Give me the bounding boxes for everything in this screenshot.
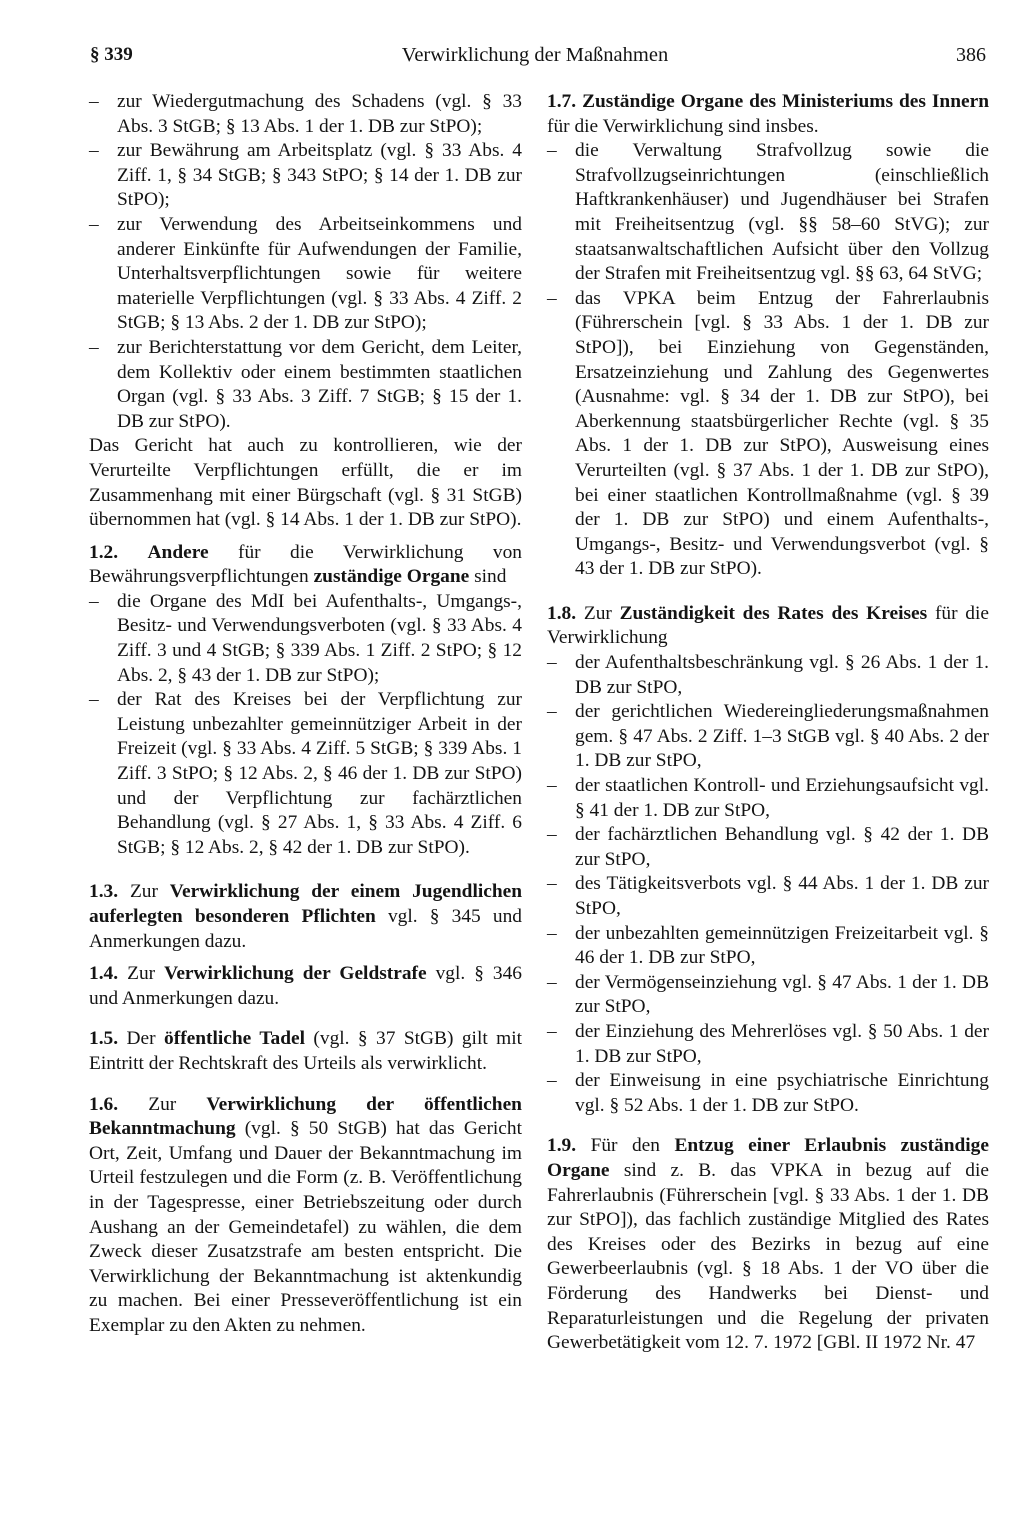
section-1-3: 1.3. Zur Verwirklichung der einem Jugendlichen auferlegten besonderen Pflichten vgl. § 345 und Anmerkungen dazu. <box>89 881 523 952</box>
list-item: – zur Wiedergutmachung des Schadens (vgl. § 33 Abs. 3 StGB; § 13 Abs. 1 der 1. DB zur StPO); <box>89 91 522 137</box>
list-item: – der Rat des Kreises bei der Verpflichtung zur Leistung unbezahlter gemeinnütziger Arbeit in der Freizeit (vgl. § 33 Abs. 4 Ziff. 5 StGB; § 339 Abs. 1 Ziff. 3 StPO; § 12 Abs. 2, § 46 der 1. DB zur StPO) und der Verpflichtung zur fachärztlichen Behandlung (vgl. § 27 Abs. 1, § 33 Abs. 4 Ziff. 6 StGB; § 12 Abs. 2, § 42 der 1. DB zur StPO). <box>89 689 522 858</box>
section-1-9: 1.9. Für den Entzug einer Erlaubnis zuständige Organe sind z. B. das VPKA in bezug auf die Fahrerlaubnis (Führerschein [vgl. § 33 Abs. 1 der 1. DB zur StPO]), das fachlich zuständige Mitglied des Rates des Kreises oder des Bezirks in bezug auf eine Gewerbeerlaubnis (vgl. § 18 Abs. 1 der VO über die Förderung des Handwerks bei Dienst- und Reparaturleistungen und die Regelung der privaten Gewerbetätigkeit vom 12. 7. 1972 [GBl. II 1972 Nr. 47 <box>547 1135 989 1354</box>
section-1-8: 1.8. Zur Zuständigkeit des Rates des Kreises für die Verwirklichung <box>547 602 989 649</box>
section-1-2: 1.2. Andere für die Verwirklichung von Bewährungsverpflichtungen zuständige Organe sind <box>89 541 522 588</box>
list-item: – die Verwaltung Strafvollzug sowie die Strafvollzugseinrichtungen (einschließlich Haftkrankenhäuser) und Jugendhäuser bei Strafen mit Freiheitsentzug (vgl. §§ 58–60 StVG); zur staatsanwaltschaftlichen Aufsicht über den Vollzug der Strafen mit Freiheitsentzug vgl. §§ 63, 64 StVG; <box>547 140 989 285</box>
section-1-5: 1.5. Der öffentliche Tadel (vgl. § 37 StGB) gilt mit Eintritt der Rechtskraft des Urteils als verwirklicht. <box>89 1028 522 1074</box>
section-marker: § 339 <box>90 44 133 65</box>
list-item: – der gerichtlichen Wiedereingliederungsmaßnahmen gem. § 47 Abs. 2 Ziff. 1–3 StGB vgl. § 40 Abs. 2 der 1. DB zur StPO, <box>547 701 989 772</box>
section-1-4: 1.4. Zur Verwirklichung der Geldstrafe vgl. § 346 und Anmerkungen dazu. <box>89 963 522 1009</box>
list-item: – der Vermögenseinziehung vgl. § 47 Abs. 1 der 1. DB zur StPO, <box>547 971 989 1018</box>
left-column <box>89 90 522 1339</box>
section-1-7: 1.7. Zuständige Organe des Ministeriums des Innern für die Verwirklichung sind insbes. <box>547 91 989 137</box>
right-column <box>547 90 989 1356</box>
list-item: – der Einweisung in eine psychiatrische Einrichtung vgl. § 52 Abs. 1 der 1. DB zur StPO. <box>547 1070 989 1116</box>
page-number: 386 <box>956 44 986 66</box>
list-item: – der staatlichen Kontroll- und Erziehungsaufsicht vgl. § 41 der 1. DB zur StPO, <box>547 775 989 821</box>
list-item: – des Tätigkeitsverbots vgl. § 44 Abs. 1 der 1. DB zur StPO, <box>547 873 989 919</box>
list-item: – zur Verwendung des Arbeitseinkommens und anderer Einkünfte für Aufwendungen der Familie, Unterhaltsverpflichtungen sowie für weitere materielle Verpflichtungen (vgl. § 33 Abs. 4 Ziff. 2 StGB; § 13 Abs. 2 der 1. DB zur StPO); <box>89 213 522 334</box>
running-title: Verwirklichung der Maßnahmen <box>401 44 669 66</box>
list-item: – die Organe des MdI bei Aufenthalts-, Umgangs-, Besitz- und Verwendungsverboten (vgl. § 33 Abs. 4 Ziff. 3 und 4 StGB; § 339 Abs. 1 Ziff. 2 StPO; § 12 Abs. 2, § 43 der 1. DB zur StPO); <box>89 590 522 686</box>
list-item: – zur Berichterstattung vor dem Gericht, dem Leiter, dem Kollektiv oder einem bestimmten staatlichen Organ (vgl. § 33 Abs. 3 Ziff. 7 StGB; § 15 der 1. DB zur StPO). <box>89 336 522 432</box>
list-item: – das VPKA beim Entzug der Fahrerlaubnis (Führerschein [vgl. § 33 Abs. 1 der 1. DB zur StPO]), bei Einziehung von Gegenständen, Ersatzeinziehung und Zahlung des Gegenwertes (Ausnahme: vgl. § 34 der 1. DB zur StPO), bei Aberkennung staatsbürgerlicher Rechte (vgl. § 35 Abs. 1 der 1. DB zur StPO), Ausweisung eines Verurteilten (vgl. § 37 Abs. 1 der 1. DB zur StPO), bei einer staatlichen Kontrollmaßnahme (vgl. § 39 der 1. DB zur StPO) und einem Aufenthalts-, Umgangs-, Besitz- und Verwendungsverbot (vgl. § 43 der 1. DB zur StPO). <box>547 287 989 580</box>
section-1-6: 1.6. Zur Verwirklichung der öffentlichen Bekanntmachung (vgl. § 50 StGB) hat das Gericht Ort, Zeit, Umfang und Dauer der Bekanntmachung im Urteil festzulegen und die Form (z. B. Veröffentlichung in der Tagespresse, einer Betriebszeitung oder durch Aushang an der Gemeindetafel) zu wählen, die dem Zweck dieser Zusatzstrafe am besten entspricht. Die Verwirklichung der Bekanntmachung ist aktenkundig zu machen. Bei einer Presseveröffentlichung ist ein Exemplar zu den Akten zu nehmen. <box>89 1093 522 1336</box>
list-item: – der Aufenthaltsbeschränkung vgl. § 26 Abs. 1 der 1. DB zur StPO, <box>547 652 989 698</box>
paragraph: Das Gericht hat auch zu kontrollieren, wie der Verurteilte Verpflichtungen erfüllt, die er im Zusammenhang mit einer Bürgschaft (vgl. § 31 StGB) übernommen hat (vgl. § 14 Abs. 1 der 1. DB zur StPO). <box>89 435 522 531</box>
list-item: – der fachärztlichen Behandlung vgl. § 42 der 1. DB zur StPO, <box>547 824 989 870</box>
list-item: – der Einziehung des Mehrerlöses vgl. § 50 Abs. 1 der 1. DB zur StPO, <box>547 1020 989 1067</box>
list-item: – der unbezahlten gemeinnützigen Freizeitarbeit vgl. § 46 der 1. DB zur StPO, <box>547 922 989 969</box>
list-item: – zur Bewährung am Arbeitsplatz (vgl. § 33 Abs. 4 Ziff. 1, § 34 StGB; § 343 StPO; § 14 der 1. DB zur StPO); <box>89 140 522 211</box>
page-header <box>0 44 1024 72</box>
